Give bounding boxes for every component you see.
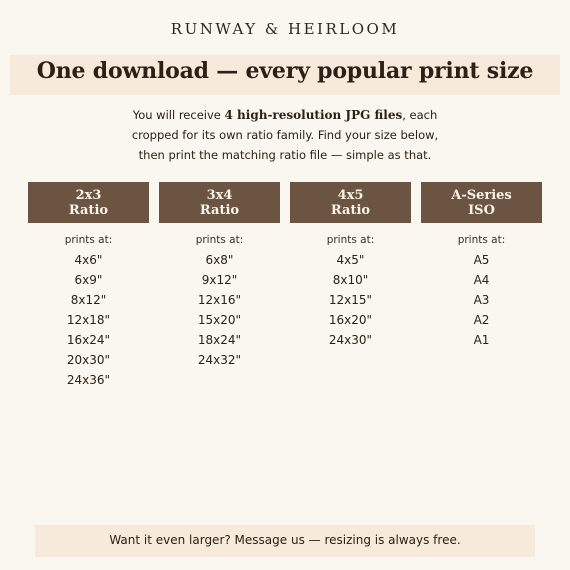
size-item: 20x30" [66,353,111,367]
size-list [290,250,411,350]
column-subtitle: Ratio [68,202,109,218]
size-item: 18x24" [197,333,242,347]
ratio-column-a-series [421,182,542,366]
footer-note: Want it even larger? Message us — resizing is always free. [109,533,461,547]
ratio-column-3x4 [159,182,280,386]
column-subtitle: ISO [468,202,495,218]
column-header [290,182,411,223]
size-item: 16x20" [328,313,373,327]
column-header [421,182,542,223]
size-item: 24x30" [328,333,373,347]
size-item: 4x6" [74,253,103,267]
size-item: 12x15" [328,293,373,307]
prints-at-label: prints at: [64,234,113,246]
intro-line2: cropped for its own ratio family. Find your size below, [131,128,439,142]
column-header [28,182,149,223]
prints-at-label: prints at: [195,234,244,246]
intro-highlight: 4 high-resolution JPG files [224,108,403,122]
size-list [421,250,542,350]
size-item: A4 [473,273,490,287]
column-title: A-Series [451,187,512,203]
size-item: 4x5" [336,253,365,267]
headline: One download — every popular print size [36,58,534,84]
size-item: A2 [473,313,490,327]
size-list [28,250,149,390]
size-list [159,250,280,370]
prints-at-label: prints at: [457,234,506,246]
intro-line1-rest: , each [402,108,438,122]
size-item: 16x24" [66,333,111,347]
size-item: 9x12" [201,273,238,287]
column-subtitle: Ratio [330,202,371,218]
size-item: A3 [473,293,490,307]
size-item: 12x18" [66,313,111,327]
size-item: 15x20" [197,313,242,327]
size-item: 8x10" [332,273,369,287]
intro-lead: You will receive [132,108,225,122]
column-title: 3x4 [206,187,233,203]
size-item: 24x32" [197,353,242,367]
column-title: 2x3 [75,187,102,203]
size-item: 6x8" [205,253,234,267]
size-item: 6x9" [74,273,103,287]
size-item: 8x12" [70,293,107,307]
ratio-column-4x5 [290,182,411,366]
brand-name: RUNWAY & HEIRLOOM [170,20,400,38]
size-item: A5 [473,253,490,267]
size-item: 12x16" [197,293,242,307]
column-subtitle: Ratio [199,202,240,218]
column-title: 4x5 [337,187,364,203]
ratio-column-2x3 [28,182,149,406]
prints-at-label: prints at: [326,234,375,246]
size-item: A1 [473,333,490,347]
size-item: 24x36" [66,373,111,387]
column-header [159,182,280,223]
intro-text [60,105,510,165]
intro-line3: then print the matching ratio file — simple as that. [138,148,432,162]
